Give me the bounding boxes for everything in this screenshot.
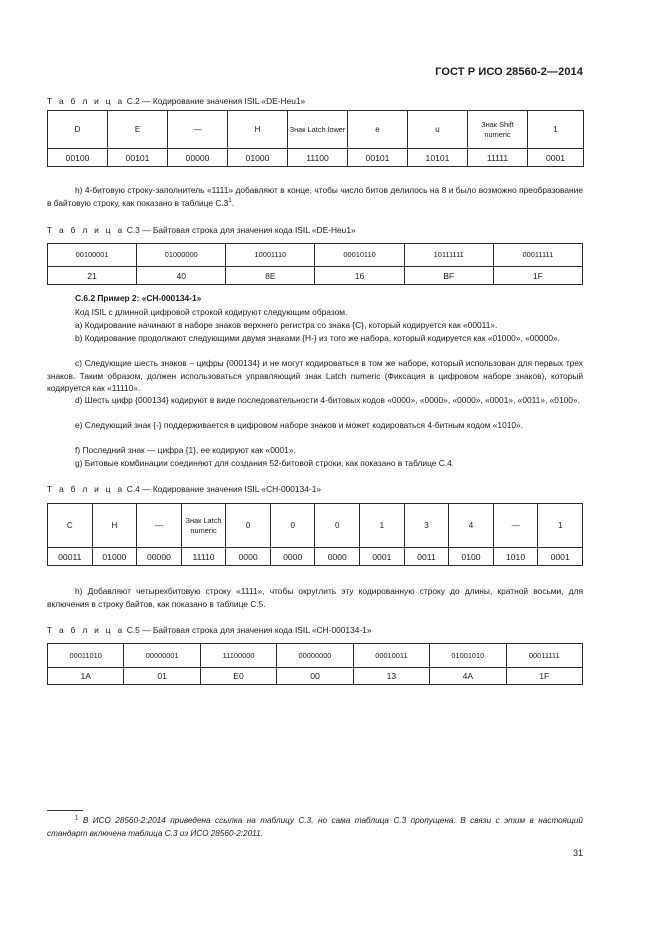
- table-cell: 01001010: [430, 644, 506, 668]
- table-cell: 0000: [226, 548, 271, 566]
- table-cell: 1: [528, 111, 584, 149]
- table-header-row: [48, 504, 583, 548]
- table-cell: 0000: [270, 548, 315, 566]
- footnote-ref: 1: [228, 197, 232, 204]
- table-row: [48, 244, 583, 267]
- table-label: Т а б л и ц а: [47, 225, 125, 235]
- table-cell: 01000000: [137, 244, 226, 267]
- table-cell: 01: [124, 668, 200, 685]
- table-cell: 0011: [404, 548, 449, 566]
- page-number: 31: [572, 848, 583, 858]
- table-caption-text: C.3 — Байтовая строка для значения кода ISIL «DE-Heu1»: [126, 225, 356, 235]
- table-c5-caption: [47, 625, 372, 635]
- paragraph-b: b) Кодирование продолжают следующими двумя знаками {H-} из того же набора, который кодируется как «01000», «00000».: [75, 333, 561, 343]
- table-caption-text: C.4 — Кодирование значения ISIL «CH-000134-1»: [126, 484, 322, 494]
- table-cell: 00000: [137, 548, 182, 566]
- table-c3: [47, 243, 583, 285]
- table-cell: 1: [360, 504, 405, 548]
- table-c2-caption: [47, 96, 305, 106]
- standard-header: ГОСТ Р ИСО 28560-2—2014: [435, 66, 583, 78]
- paragraph-end: .: [231, 197, 235, 208]
- table-cell: E0: [200, 668, 276, 685]
- table-cell: H: [92, 504, 137, 548]
- table-cell: 10101: [408, 149, 468, 167]
- table-cell: 0: [226, 504, 271, 548]
- footnote-text: В ИСО 28560-2:2014 приведена ссылка на таблицу С.3, но сама таблица С.3 пропущена. В связи с этим в настоящий стандарт включена таблица С.3 из ИСО 28560-2:2011.: [47, 816, 583, 838]
- table-cell: BF: [404, 267, 493, 285]
- table-cell: —: [137, 504, 182, 548]
- table-cell: 1F: [506, 668, 582, 685]
- table-cell: 00100: [48, 149, 108, 167]
- table-cell: 1: [538, 504, 583, 548]
- footnote-number: 1: [75, 815, 79, 822]
- table-cell: 0000: [315, 548, 360, 566]
- table-cell: 00010011: [353, 644, 429, 668]
- table-label: Т а б л и ц а: [47, 96, 125, 106]
- table-c4-caption: [47, 484, 321, 494]
- paragraph-d: d) Шесть цифр {000134} кодируют в виде последовательности 4-битовых кодов «0000», «0000», «0000», «0001», «0011», «0100».: [75, 395, 580, 405]
- table-cell: 11110: [181, 548, 226, 566]
- table-cell: 16: [315, 267, 404, 285]
- table-cell: 10111111: [404, 244, 493, 267]
- table-row: [48, 668, 583, 685]
- table-cell: 00011: [48, 548, 93, 566]
- table-cell: 01000: [92, 548, 137, 566]
- table-cell: —: [493, 504, 538, 548]
- table-cell: 00011111: [506, 644, 582, 668]
- table-cell: —: [168, 111, 228, 149]
- table-cell: 1F: [493, 267, 582, 285]
- table-cell: 10001110: [226, 244, 315, 267]
- table-cell: 0: [270, 504, 315, 548]
- table-cell: 00000000: [277, 644, 353, 668]
- table-cell: 4: [449, 504, 494, 548]
- table-cell: 13: [353, 668, 429, 685]
- table-cell: 0100: [449, 548, 494, 566]
- paragraph-e: е) Следующий знак {-} поддерживается в цифровом наборе знаков и может кодироваться 4-битным кодом «1010».: [75, 420, 524, 430]
- table-header-row: [48, 111, 584, 149]
- table-label: Т а б л и ц а: [47, 625, 125, 635]
- table-cell: 01000: [228, 149, 288, 167]
- table-cell: 00000001: [124, 644, 200, 668]
- table-cell: 8E: [226, 267, 315, 285]
- table-cell: 3: [404, 504, 449, 548]
- table-cell: 00011010: [48, 644, 124, 668]
- table-caption-text: C.5 — Байтовая строка для значения кода ISIL «CH-000134-1»: [126, 625, 372, 635]
- table-cell: 00101: [108, 149, 168, 167]
- paragraph-text: h) 4-битовую строку-заполнитель «1111» добавляют в конце, чтобы число битов делилось на 8 и было возможно преобразование в байтовую строку, как показано в таблице С.3: [47, 185, 583, 208]
- table-cell: 40: [137, 267, 226, 285]
- table-cell: Знак Latch lower: [288, 111, 348, 149]
- table-cell: 11100: [288, 149, 348, 167]
- table-c3-caption: [47, 225, 356, 235]
- table-cell: 0001: [538, 548, 583, 566]
- table-label: Т а б л и ц а: [47, 484, 125, 494]
- table-c2: [47, 110, 584, 167]
- paragraph-intro: Код ISIL с длинной цифровой строкой кодируют следующим образом.: [75, 307, 348, 317]
- table-cell: 00000: [168, 149, 228, 167]
- table-cell: 1010: [493, 548, 538, 566]
- paragraph-h-padding: [47, 184, 583, 209]
- table-cell: 00010110: [315, 244, 404, 267]
- table-cell: E: [108, 111, 168, 149]
- table-cell: 1A: [48, 668, 124, 685]
- paragraph-f: f) Последний знак — цифра {1}, ее кодируют как «0001».: [75, 445, 296, 455]
- table-cell: 11111: [468, 149, 528, 167]
- table-cell: Знак Latch numeric: [181, 504, 226, 548]
- table-cell: 00011111: [493, 244, 582, 267]
- table-c4: [47, 503, 583, 566]
- table-cell: 21: [48, 267, 137, 285]
- table-c5: [47, 643, 583, 685]
- table-cell: D: [48, 111, 108, 149]
- table-cell: e: [348, 111, 408, 149]
- table-row: [48, 548, 583, 566]
- table-caption-text: C.2 — Кодирование значения ISIL «DE-Heu1»: [126, 96, 306, 106]
- table-row: [48, 267, 583, 285]
- table-row: [48, 149, 584, 167]
- table-cell: 0: [315, 504, 360, 548]
- table-cell: u: [408, 111, 468, 149]
- table-cell: C: [48, 504, 93, 548]
- table-cell: 00100001: [48, 244, 137, 267]
- table-cell: 00101: [348, 149, 408, 167]
- footnote: [47, 814, 583, 840]
- table-cell: 11100000: [200, 644, 276, 668]
- table-cell: 0001: [360, 548, 405, 566]
- table-cell: 0001: [528, 149, 584, 167]
- table-cell: H: [228, 111, 288, 149]
- table-cell: 00: [277, 668, 353, 685]
- table-cell: Знак Shift numeric: [468, 111, 528, 149]
- section-heading: С.6.2 Пример 2: «CH-000134-1»: [75, 293, 202, 303]
- table-row: [48, 644, 583, 668]
- table-cell: 4A: [430, 668, 506, 685]
- paragraph-g: g) Битовые комбинации соединяют для создания 52-битовой строки, как показано в таблице С.4.: [75, 458, 455, 468]
- paragraph-h-round: h) Добавляют четырехбитовую строку «1111», чтобы округлить эту кодированную строку до длины, кратной восьми, для включения в строку байтов, как показано в таблице С.5.: [47, 586, 583, 609]
- paragraph-c: с) Следующие шесть знаков – цифры {000134} и не могут кодироваться в том же наборе, который использован для первых трех знаков. Таким образом, должен использоваться управляющий знак Latch numeric (Фиксация в цифровом наборе знаков), который кодируется как «11110».: [47, 358, 583, 394]
- footnote-rule: [47, 810, 83, 811]
- paragraph-a: а) Кодирование начинают в наборе знаков верхнего регистра со знака {C}, который кодируется как «00011».: [75, 320, 498, 330]
